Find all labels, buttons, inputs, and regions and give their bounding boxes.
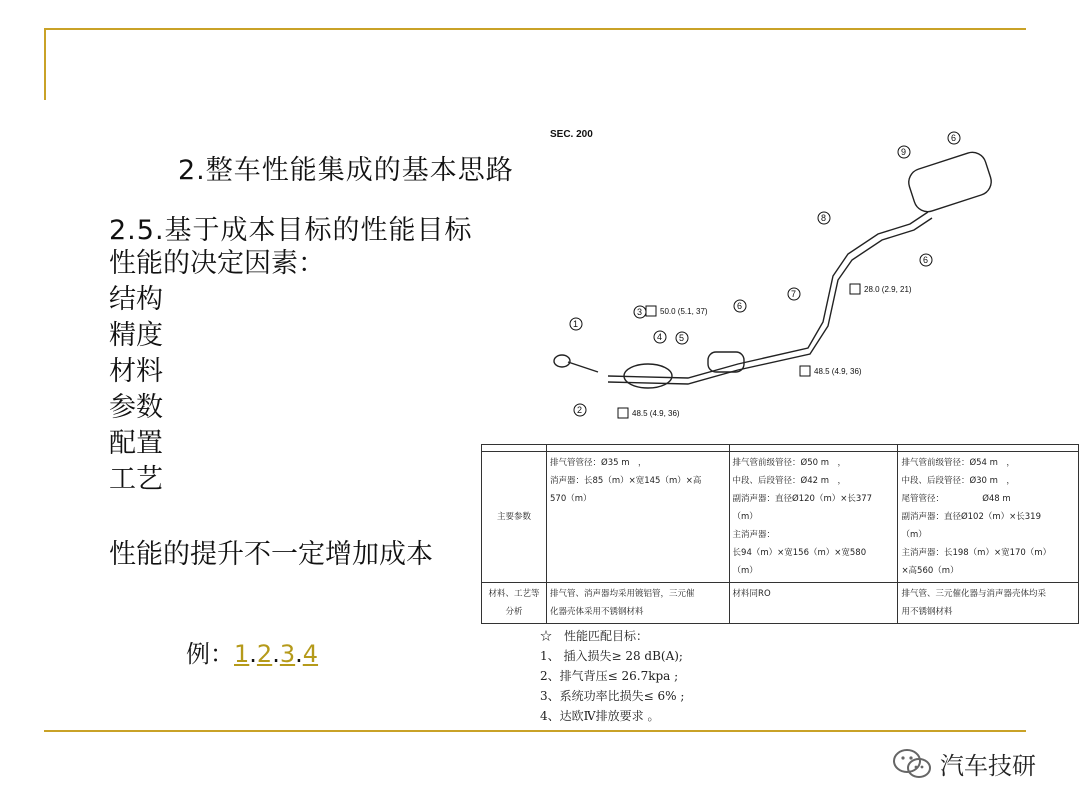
callout-8: [818, 212, 830, 224]
row-header-params: 主要参数: [482, 452, 547, 583]
table-cell: 排气管前级管径：Ø50 m ， 中段、后段管径：Ø42 m ， 副消声器：直径Ø120（m）×长377 （m） 主消声器： 长94（m）×宽156（m）×宽580 （m）: [729, 452, 898, 583]
example-link-4[interactable]: 4: [302, 640, 319, 668]
svg-text:4: 4: [657, 332, 663, 342]
frame-top-line: [44, 28, 1026, 30]
svg-text:8: 8: [821, 213, 827, 223]
target-item: 4、达欧Ⅳ排放要求 。: [540, 709, 660, 723]
svg-text:6: 6: [923, 255, 929, 265]
torque-icon: [646, 306, 656, 316]
torque-label-1: 50.0 (5.1, 37): [660, 307, 708, 316]
callout-1: [570, 318, 582, 330]
callout-6c: [920, 254, 932, 266]
svg-text:2: 2: [577, 405, 583, 415]
table-row: [482, 452, 1079, 583]
factor-item: 精度: [109, 320, 163, 351]
target-item: 2、排气背压≤ 26.7kpa ;: [540, 669, 679, 683]
torque-icon: [850, 284, 860, 294]
example-links: 例：1.2.3.4: [186, 640, 319, 668]
table-cell: 排气管前级管径：Ø54 m ， 中段、后段管径：Ø30 m ， 尾管管径： Ø48 m 副消声器：直径Ø102（m）×长319 （m） 主消声器：长198（m）×宽170（m） ×高560（m）: [898, 452, 1079, 583]
watermark-text: 汽车技研: [940, 752, 1036, 780]
svg-text:6: 6: [951, 133, 957, 143]
factor-item: 工艺: [109, 464, 163, 495]
targets-title: ☆ 性能匹配目标：: [540, 629, 649, 643]
example-prefix: 例：: [186, 640, 234, 668]
factor-item: 参数: [109, 392, 163, 423]
exhaust-system-diagram: [548, 118, 998, 426]
svg-text:7: 7: [791, 289, 797, 299]
conclusion-text: 性能的提升不一定增加成本: [109, 539, 433, 570]
spec-comparison-table: [481, 444, 1079, 624]
torque-label-4: 48.5 (4.9, 36): [632, 409, 680, 418]
callout-6d: [548, 118, 553, 128]
callout-6b: [948, 132, 960, 144]
factors-intro: 性能的决定因素：: [109, 248, 325, 279]
factor-item: 配置: [109, 428, 163, 459]
table-cell: 材料同RO: [729, 583, 898, 624]
callout-4: [654, 331, 666, 343]
factor-list: [109, 246, 325, 498]
factor-item: 结构: [109, 284, 163, 315]
wechat-icon: [892, 747, 932, 781]
torque-label-2: 28.0 (2.9, 21): [864, 285, 912, 294]
callout-9: [898, 146, 910, 158]
table-cell: 排气管、三元催化器与消声器壳体均采 用不锈钢材料: [898, 583, 1079, 624]
torque-icon: [800, 366, 810, 376]
svg-text:9: 9: [901, 147, 907, 157]
torque-label-3: 48.5 (4.9, 36): [814, 367, 862, 376]
frame-vertical-line: [44, 28, 46, 100]
svg-text:5: 5: [679, 333, 685, 343]
svg-text:6: 6: [548, 118, 554, 128]
example-link-2[interactable]: 2: [256, 640, 273, 668]
table-row: [482, 583, 1079, 624]
example-link-1[interactable]: 1: [234, 640, 250, 668]
performance-targets: [540, 626, 684, 726]
callout-7: [788, 288, 800, 300]
svg-text:3: 3: [637, 307, 643, 317]
target-item: 1、 插入损失≥ 28 dB(A);: [540, 649, 683, 663]
row-header-materials: 材料、工艺等分析: [482, 583, 547, 624]
callout-3: [634, 306, 646, 318]
svg-text:1: 1: [573, 319, 579, 329]
torque-icon: [618, 408, 628, 418]
table-row: [482, 445, 1079, 452]
target-item: 3、系统功率比损失≤ 6% ;: [540, 689, 685, 703]
callout-5: [676, 332, 688, 344]
watermark: [892, 746, 1036, 781]
table-cell: 排气管管径：Ø35 m ， 消声器：长85（m）×宽145（m）×高 570（m）: [547, 452, 730, 583]
frame-bottom-line: [44, 730, 1026, 732]
callout-2: [574, 404, 586, 416]
factor-item: 材料: [109, 356, 163, 387]
example-link-3[interactable]: 3: [279, 640, 296, 668]
slide-heading: 2.整车性能集成的基本思路: [178, 155, 514, 186]
svg-text:6: 6: [737, 301, 743, 311]
diagram-section-label: SEC. 200: [550, 129, 593, 140]
slide-subheading: 2.5.基于成本目标的性能目标: [109, 215, 473, 246]
table-cell: 排气管、消声器均采用镀铝管，三元催 化器壳体采用不锈钢材料: [547, 583, 730, 624]
callout-6a: [734, 300, 746, 312]
